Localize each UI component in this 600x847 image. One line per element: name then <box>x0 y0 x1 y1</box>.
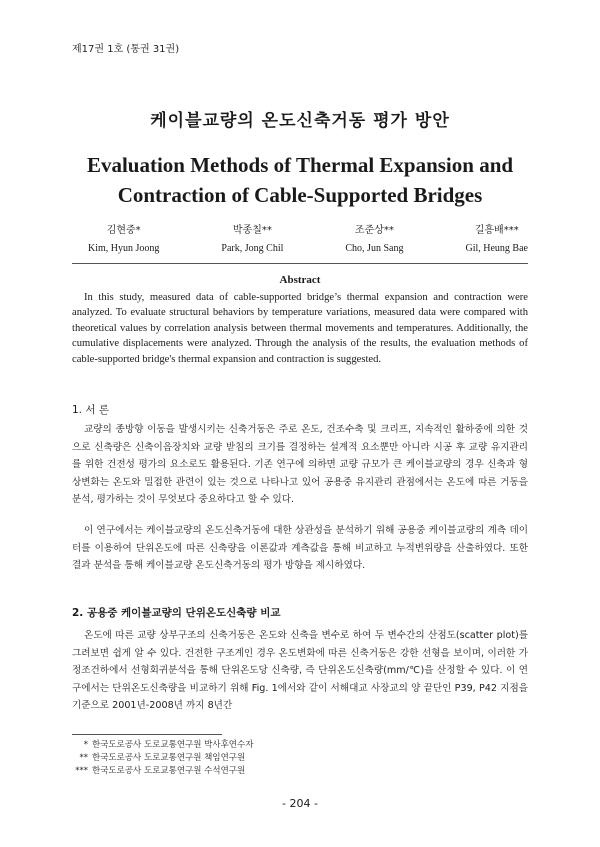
author <box>465 222 528 258</box>
section-2-paragraph-1: 온도에 따른 교량 상부구조의 신축거동은 온도와 신축을 변수로 하여 두 변수간의 산점도(scatter plot)를 그려보면 쉽게 알 수 있다. 건전한 구조계인 경우 온도변화에 따른 신축거동은 강한 선형을 보이며, 이러한 가정조건하에서 선형회귀분석을 통해 단위온도당 신축량, 즉 단위온도신축량(mm/℃)을 산정할 수 있다. 이 연구에서는 단위온도신축량을 비교하기 위해 Fig. 1에서와 같이 서해대교 사장교의 양 끝단인 P39, P42 지점을 기준으로 2001년-2008년 까지 8년간 <box>72 630 528 711</box>
author-name-korean: 조준상** <box>354 225 394 236</box>
page-number: - 204 - <box>282 797 318 810</box>
footnote <box>72 765 245 778</box>
section-1-paragraph-2: 이 연구에서는 케이블교량의 온도신축거동에 대한 상관성을 분석하기 위해 공용중 케이블교량의 계측 데이터를 이용하여 단위온도에 따른 신축량을 이론값과 계측값을 통해 비교하고 누적변위량을 산출하였다. 또한 결과 분석을 통해 케이블교량 온도신축거동의 평가 방향을 제시하였다. <box>72 525 528 571</box>
abstract-body: In this study, measured data of cable-supported bridge’s thermal expansion and contraction were analyzed. To evaluate structural behaviors by temperature variations, measured data were compared with theoretical values by correlation analysis between thermal movements and temperatures. Additionally, the cumulative displacements were analyzed. Through the analysis of the results, the evaluation methods of cable-supported bridge's thermal expansion and contraction is suggested. <box>72 292 528 365</box>
footnote <box>72 752 245 765</box>
title-divider <box>72 263 528 264</box>
footnote-text: 한국도로공사 도로교통연구원 수석연구원 <box>92 766 246 776</box>
section-2-heading: 2. 공용중 케이블교량의 단위온도신축량 비교 <box>72 607 281 619</box>
footnote-mark: *** <box>75 766 88 776</box>
author-name-korean: 김현중* <box>106 225 141 236</box>
journal-volume: 제17권 1호 (통권 31권) <box>72 44 180 55</box>
abstract-heading: Abstract <box>279 274 321 286</box>
footnote-mark: ** <box>79 753 88 763</box>
section-1-heading: 1. 서 론 <box>72 404 109 416</box>
footnote <box>72 739 253 752</box>
english-title: Evaluation Methods of Thermal Expansion and Contraction of Cable-Supported Bridges <box>86 153 514 207</box>
author-name-english: Kim, Hyun Joong <box>88 243 160 254</box>
author-name-english: Cho, Jun Sang <box>345 243 404 254</box>
footnote-text: 한국도로공사 도로교통연구원 책임연구원 <box>92 753 246 763</box>
author-name-korean: 박종칠** <box>232 225 272 236</box>
author-name-english: Gil, Heung Bae <box>465 243 528 254</box>
author-list <box>88 222 528 258</box>
footnote-text: 한국도로공사 도로교통연구원 박사후연수자 <box>92 740 254 750</box>
section-1-paragraph-1: 교량의 종방향 이동을 발생시키는 신축거동은 주로 온도, 건조수축 및 크리프, 지속적인 활하중에 의한 것으로 신축량은 신축이음장치와 교량 받침의 크기를 결정하는 설계적 요소뿐만 아니라 시공 후 교량 유지관리를 위한 건전성 평가의 요소로도 활용된다. 기존 연구에 의하면 교량 규모가 큰 케이블교량의 경우 신축과 형상변화는 온도와 밀접한 관련이 있는 것으로 나타나고 있어 공용중 유지관리 관점에서는 온도에 따른 거동을 분석, 평가하는 것이 무엇보다 중요하다고 할 수 있다. <box>72 424 528 505</box>
footnote-divider <box>72 734 222 735</box>
author-name-korean: 길흥배*** <box>474 225 519 236</box>
korean-title: 케이블교량의 온도신축거동 평가 방안 <box>150 111 450 131</box>
footnote-mark: * <box>83 740 88 750</box>
author <box>88 222 159 258</box>
author <box>345 222 403 258</box>
author-name-english: Park, Jong Chil <box>221 243 284 254</box>
author <box>221 222 283 258</box>
